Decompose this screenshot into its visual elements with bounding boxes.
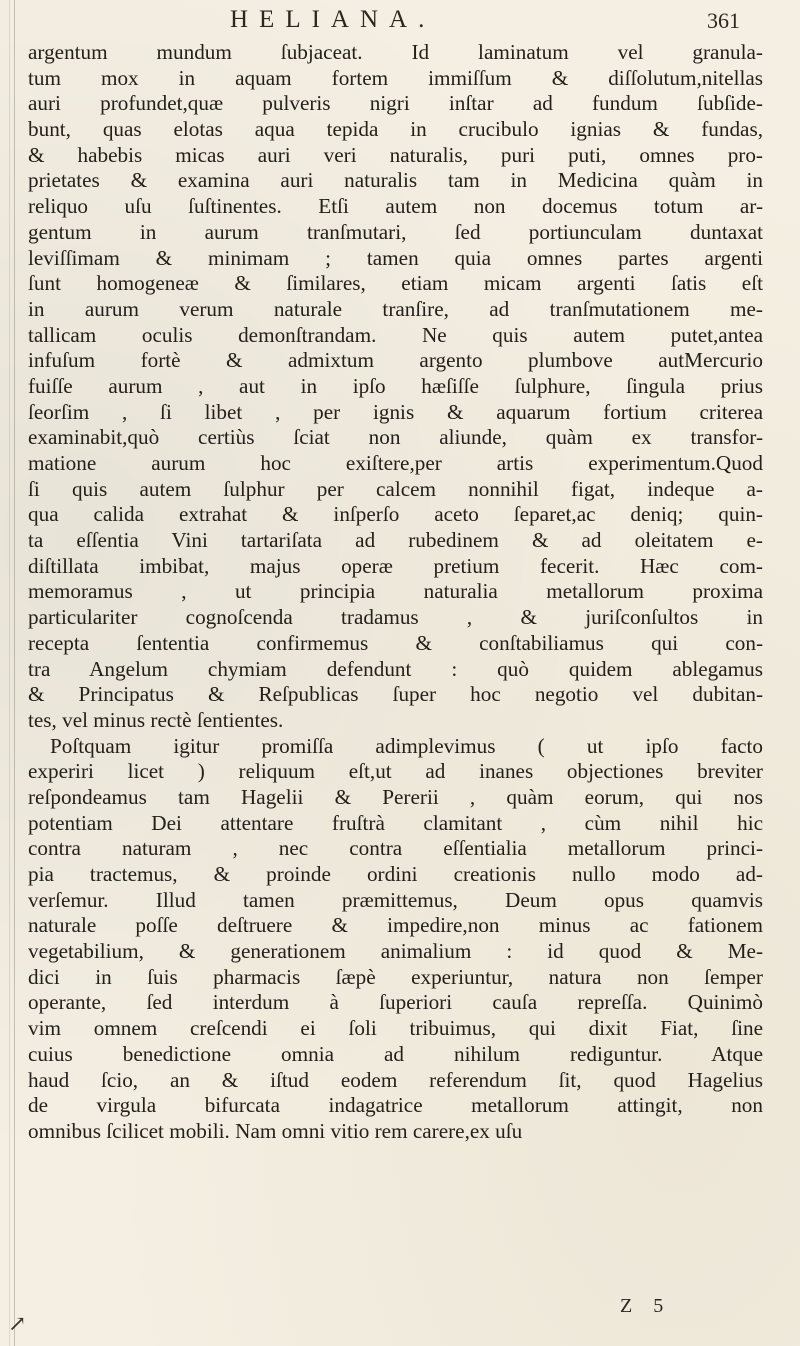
text-line: reſpondeamus tam Hagelii & Pererii , quàm eorum, qui nos xyxy=(28,784,763,809)
text-line: verſemur. Illud tamen præmittemus, Deum opus quamvis xyxy=(28,887,763,912)
text-line: vim omnem creſcendi ei ſoli tribuimus, qui dixit Fiat, ſine xyxy=(28,1016,763,1041)
binding-shadow xyxy=(9,0,10,1346)
text-line: omnibus ſcilicet mobili. Nam omni vitio rem carere,ex uſu xyxy=(28,1118,523,1143)
text-line: recepta ſententia confirmemus & conſtabiliamus qui con- xyxy=(28,630,763,655)
text-line: argentum mundum ſubjaceat. Id laminatum vel granula- xyxy=(28,40,763,64)
text-line: reliquo uſu ſuſtinentes. Etſi autem non docemus totum ar- xyxy=(28,194,763,219)
text-line: Poſtquam igitur promiſſa adimplevimus ( ut ipſo facto xyxy=(50,733,763,758)
corner-mark: ↗ xyxy=(8,1312,27,1337)
text-line: particulariter cognoſcenda tradamus , & juriſconſultos in xyxy=(28,605,763,630)
running-head: HELIANA. xyxy=(230,6,436,33)
text-line: dici in ſuis pharmacis ſæpè experiuntur, natura non ſemper xyxy=(28,964,763,989)
text-line: in aurum verum naturale tranſire, ad tranſmutationem me- xyxy=(28,296,763,321)
text-line: qua calida extrahat & inſperſo aceto ſeparet,ac deniq; quin- xyxy=(28,502,763,527)
binding-edge xyxy=(14,0,15,1346)
text-line: contra naturam , nec contra eſſentialia metallorum princi- xyxy=(28,836,763,861)
text-line: & Principatus & Reſpublicas ſuper hoc negotio vel dubitan- xyxy=(28,682,763,707)
text-line: prietates & examina auri naturalis tam in Medicina quàm in xyxy=(28,168,763,193)
text-line: haud ſcio, an & iſtud eodem referendum ſit, quod Hagelius xyxy=(28,1067,763,1092)
body-text xyxy=(28,40,763,1145)
text-line: vegetabilium, & generationem animalium : id quod & Me- xyxy=(28,939,763,964)
text-line: & habebis micas auri veri naturalis, puri puti, omnes pro- xyxy=(28,142,763,167)
text-line: naturale poſſe deſtruere & impedire,non minus ac fationem xyxy=(28,913,763,938)
text-line: memoramus , ut principia naturalia metallorum proxima xyxy=(28,579,763,604)
text-line: examinabit,quò certiùs ſciat non aliunde, quàm ex transfor- xyxy=(28,425,763,450)
text-line: auri profundet,quæ pulveris nigri inſtar ad fundum ſubſide- xyxy=(28,91,763,116)
text-line: ſi quis autem ſulphur per calcem nonnihil figat, indeque a- xyxy=(28,476,763,501)
text-line: cuius benedictione omnia ad nihilum rediguntur. Atque xyxy=(28,1041,763,1066)
text-line: operante, ſed interdum à ſuperiori cauſa repreſſa. Quinimò xyxy=(28,990,763,1015)
text-line: tra Angelum chymiam defendunt : quò quidem ablegamus xyxy=(28,656,763,681)
text-line: experiri licet ) reliquum eſt,ut ad inanes objectiones breviter xyxy=(28,759,763,784)
text-line: infuſum fortè & admixtum argento plumbove autMercurio xyxy=(28,348,763,373)
text-line: diſtillata imbibat, majus operæ pretium fecerit. Hæc com- xyxy=(28,553,763,578)
text-line: de virgula bifurcata indagatrice metallorum attingit, non xyxy=(28,1093,763,1118)
text-line: gentum in aurum tranſmutari, ſed portiunculam duntaxat xyxy=(28,219,763,244)
text-line: ta eſſentia Vini tartariſata ad rubedinem & ad oleitatem e- xyxy=(28,528,763,553)
text-line: matione aurum hoc exiſtere,per artis experimentum.Quod xyxy=(28,451,763,475)
text-line: leviſſimam & minimam ; tamen quia omnes partes argenti xyxy=(28,245,763,270)
text-line: fuiſſe aurum , aut in ipſo hæſiſſe ſulphure, ſingula prius xyxy=(28,373,763,398)
text-line: tes, vel minus rectè ſentientes. xyxy=(28,707,284,732)
text-line: bunt, quas elotas aqua tepida in crucibulo ignias & fundas, xyxy=(28,117,763,142)
text-line: tum mox in aquam fortem immiſſum & diſſolutum,nitellas xyxy=(28,65,763,90)
page-header xyxy=(60,6,740,36)
text-line: pia tractemus, & proinde ordini creationis nullo modo ad- xyxy=(28,862,763,886)
text-line: ſeorſim , ſi libet , per ignis & aquarum fortium criterea xyxy=(28,399,763,424)
text-line: tallicam oculis demonſtrandam. Ne quis autem putet,antea xyxy=(28,322,763,347)
page-number: 361 xyxy=(707,8,740,33)
text-line: ſunt homogeneæ & ſimilares, etiam micam argenti ſatis eſt xyxy=(28,271,763,296)
signature-mark: Z 5 xyxy=(620,1295,672,1317)
text-line: potentiam Dei attentare fruſtrà clamitant , cùm nihil hic xyxy=(28,810,763,835)
